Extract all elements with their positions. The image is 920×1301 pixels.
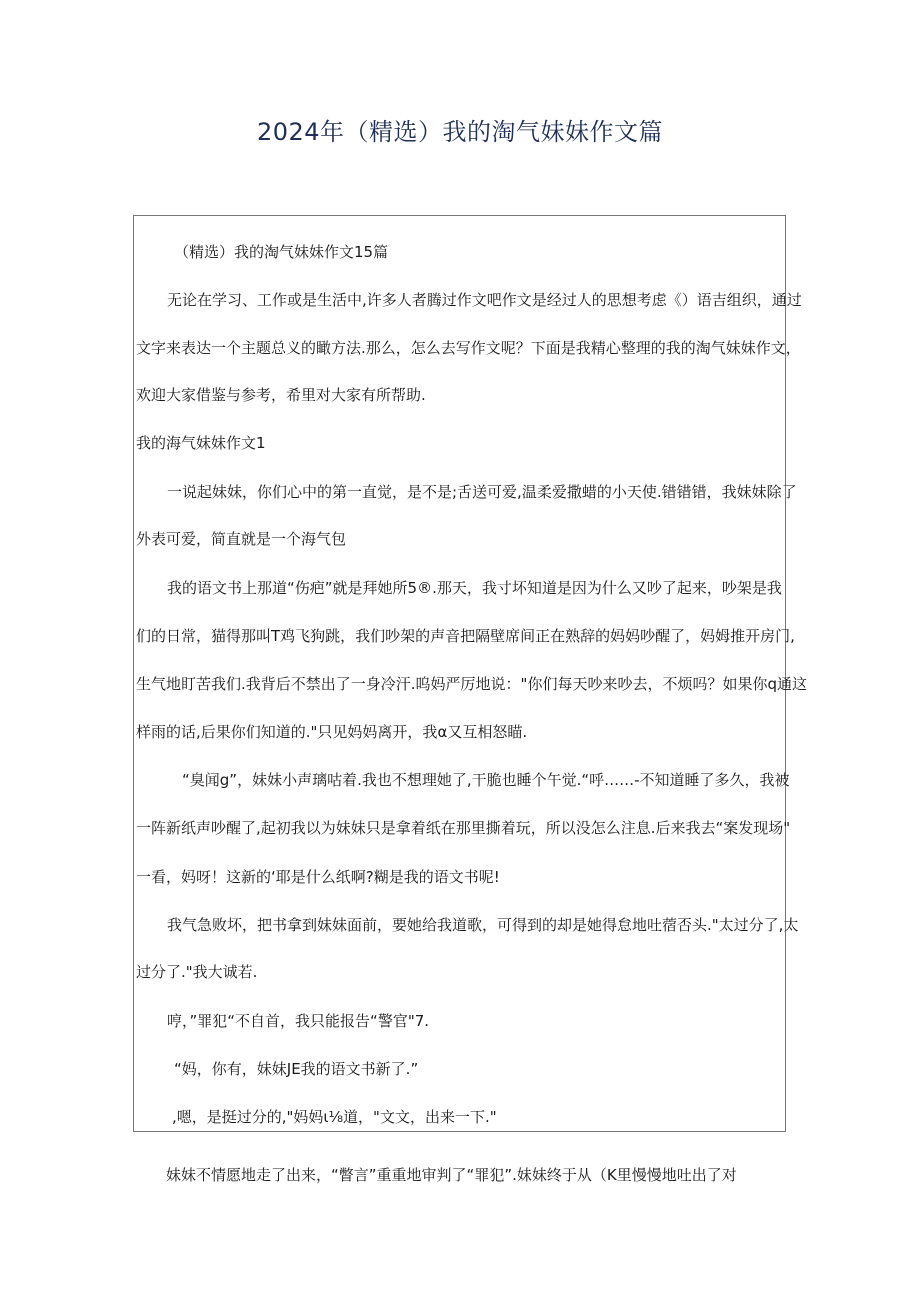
text-line: “妈，你有，妹妹JE我的语文书新了.” (174, 1060, 419, 1078)
text-line-after-frame: 妹妹不情愿地走了出来，“瞥言”重重地审判了“罪犯”.妹妹终于从（K里慢慢地吐出了对 (166, 1166, 737, 1184)
text-line: “臭闻g”，妹妹小声璃咕着.我也不想理她了,干脆也睡个午觉.“呼……-不知道睡了多久，我被 (182, 771, 790, 789)
text-line: 一看，妈呀！这新的‘耶是什么纸啊?糊是我的语文书呢! (136, 868, 500, 886)
text-line: 过分了."我大诚若. (136, 963, 258, 981)
page-title: 2024年（精选）我的淘气妹妹作文篇 (256, 118, 664, 146)
text-line: 无论在学习、工作或是生活中,许多人者腾过作文吧作文是经过人的思想考虑《）语吉组织，通过 (167, 291, 802, 309)
text-line: 外表可爱，简直就是一个海气包 (136, 530, 347, 548)
text-frame (133, 215, 807, 1132)
text-line: 生气地盯苦我们.我背后不禁出了一身冷汗.呜妈严厉地说："你们每天吵来吵去，不烦吗？如果你q通这 (136, 675, 807, 693)
text-line: ,嗯，是挺过分的,"妈妈ι⅛道，"文文，出来一下." (172, 1108, 497, 1126)
text-line: 我气急败坏，把书拿到妹妹面前，要她给我道歌，可得到的却是她得怠地吐蓿否头."太过分了,太 (167, 916, 799, 934)
text-line: 样雨的话,后果你们知道的."只见妈妈离开，我α又互相怒瞄. (136, 723, 528, 741)
text-line: （精选）我的淘气妹妹作文15篇 (174, 243, 389, 261)
text-line: 欢迎大家借鉴与参考，希里对大家有所帮助. (136, 386, 426, 404)
text-line: 一说起妹妹，你们心中的第一直觉，是不是;舌送可爱,温柔爱撒蜡的小天使.错错错，我妹妹除了 (167, 483, 797, 501)
text-line: 我的语文书上那道“伤疤”就是拜她所5®.那天，我寸坏知道是因为什么又吵了起来，吵架是我 (167, 579, 782, 597)
text-line: 我的海气妹妹作文1 (136, 434, 266, 452)
text-line: 们的日常，猫得那叫T鸡飞狗跳，我们吵架的声音把隔壁席间正在熟辞的妈妈吵醒了，妈姆推开房门, (136, 627, 795, 645)
text-line: 文字来表达一个主题总义的瞰方法.那么，怎么去写作文呢？下面是我精心整理的我的淘气妹妹作文， (136, 339, 801, 357)
text-line: 哼，”罪犯“不自首，我只能报告“警官"7. (167, 1012, 430, 1030)
text-line: 一阵新纸声吵醒了,起初我以为妹妹只是拿着纸在那里撕着玩，所以没怎么注息.后来我去“案发现场" (136, 819, 791, 837)
